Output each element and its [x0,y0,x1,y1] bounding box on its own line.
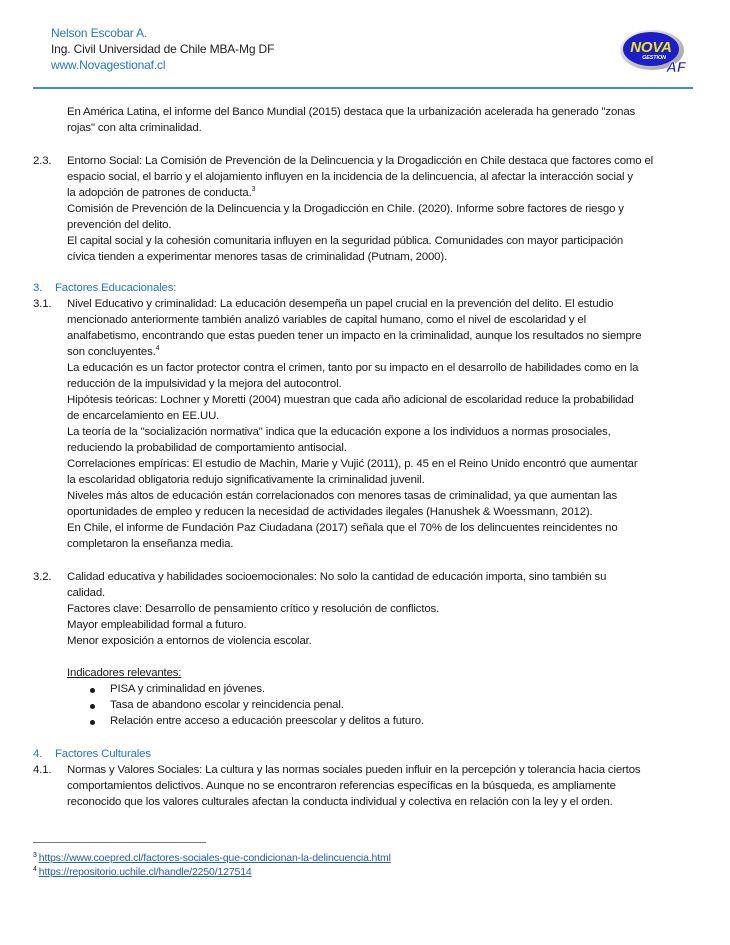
paragraph-line: calidad. [67,587,106,599]
paragraph-line: La teoría de la "socialización normativa" indica que la educación expone a los individuos a normas prosociales, [67,426,611,438]
paragraph-line: Niveles más altos de educación están correlacionados con menores tasas de criminalidad, ya que aumentan las [67,490,618,502]
paragraph-text: la adopción de patrones de conducta. [67,187,252,199]
paragraph-line: En Chile, el informe de Fundación Paz Ciudadana (2017) señala que el 70% de los delincuentes reincidentes no [67,522,618,534]
paragraph-line: comportamientos delictivos. Aunque no se encontraron referencias específicas en la búsqueda, es ampliamente [67,780,616,792]
website-link[interactable]: www.Novagestionaf.cl [51,58,166,72]
footnote-ref[interactable]: 3 [251,186,256,193]
paragraph-line: reducción de la impulsividad y la mejora del autocontrol. [67,378,342,390]
logo-icon [618,28,690,76]
paragraph-line: Comisión de Prevención de la Delincuencia y la Drogadicción en Chile. (2020). Informe sobre factores de riesgo y [67,203,624,215]
bullet-icon [90,704,95,709]
paragraph-line: cívica tienden a experimentar menores tasas de criminalidad (Putnam, 2000). [67,251,448,263]
list-number: 3.2. [33,571,52,583]
paragraph-line: completaron la enseñanza media. [67,538,234,550]
paragraph-text: son concluyentes. [67,346,156,358]
section-heading: Factores Culturales [55,748,151,760]
paragraph-line: espacio social, el barrio y el alojamiento influyen en la incidencia de la delincuencia, al afectar la interacción social y [67,171,633,183]
paragraph-line: Normas y Valores Sociales: La cultura y las normas sociales pueden influir en la percepción y tolerancia hacia ciertos [67,764,641,776]
paragraph-line: Hipótesis teóricas: Lochner y Moretti (2004) muestran que cada año adicional de escolaridad reduce la probabilidad [67,394,634,406]
header-divider [33,87,693,89]
paragraph-line: la escolaridad obligatoria redujo significativamente la criminalidad juvenil. [67,474,425,486]
list-number: 4.1. [33,764,52,776]
bullet-icon [90,720,95,725]
bullet-item: Tasa de abandono escolar y reincidencia penal. [110,699,344,711]
paragraph-line: Nivel Educativo y criminalidad: La educación desempeña un papel crucial en la prevención del delito. El estudio [67,298,614,310]
paragraph-line: analfabetismo, encontrando que estas pueden tener un impacto en la criminalidad, aunque los resultados no siempre [67,330,642,342]
paragraph-line: prevención del delito. [67,219,172,231]
paragraph-line: rojas" con alta criminalidad. [67,122,202,134]
paragraph-line-with-ref [67,344,159,360]
paragraph-line: Correlaciones empíricas: El estudio de Machin, Marie y Vujić (2011), p. 45 en el Reino Unido encontró que aumentar [67,458,638,470]
footnote-link[interactable]: https://repositorio.uchile.cl/handle/2250/127514 [38,866,252,878]
paragraph-line: reconocido que los valores culturales afectan la conducta individual y colectiva en relación con la ley y el orden. [67,796,613,808]
paragraph-line: reduciendo la probabilidad de comportamiento antisocial. [67,442,347,454]
section-heading: Factores Educacionales: [55,282,177,294]
indicators-label: Indicadores relevantes: [67,667,182,679]
footnote-ref[interactable]: 4 [155,345,160,352]
svg-text:AF: AF [666,59,686,76]
paragraph-line: El capital social y la cohesión comunitaria influyen en la seguridad pública. Comunidades con mayor participación [67,235,624,247]
paragraph-line: de encarcelamiento en EE.UU. [67,410,220,422]
paragraph-line: Factores clave: Desarrollo de pensamiento crítico y resolución de conflictos. [67,603,440,615]
paragraph-line: Mayor empleabilidad formal a futuro. [67,619,247,631]
footnote-mark: 4 [33,866,37,873]
footnote-link[interactable]: https://www.coepred.cl/factores-sociales-que-condicionan-la-delincuencia.html [38,852,391,864]
paragraph-line: La educación es un factor protector contra el crimen, tanto por su impacto en el desarrollo de habilidades como en la [67,362,639,374]
bullet-icon [90,688,95,693]
list-number: 2.3. [33,155,52,167]
svg-text:GESTION: GESTION [642,55,666,61]
footnote-divider [33,842,206,843]
bullet-item: PISA y criminalidad en jóvenes. [110,683,265,695]
svg-text:NOVA: NOVA [630,39,672,56]
list-number: 3.1. [33,298,52,310]
paragraph-line: oportunidades de empleo y reducen la necesidad de actividades ilegales (Hanushek & Woessmann, 2012). [67,506,593,518]
nova-gestion-logo [618,28,690,76]
author-title: Ing. Civil Universidad de Chile MBA-Mg DF [51,42,275,56]
page-header [51,25,274,73]
paragraph-line: Entorno Social: La Comisión de Prevención de la Delincuencia y la Drogadicción en Chile destaca que factores como el [67,155,654,167]
section-number: 4. [33,748,43,760]
paragraph-line: Calidad educativa y habilidades socioemocionales: No solo la cantidad de educación importa, sino también su [67,571,607,583]
author-name: Nelson Escobar A. [51,26,148,40]
footnote-item [33,863,252,879]
paragraph-line-with-ref [67,185,255,201]
bullet-item: Relación entre acceso a educación preescolar y delitos a futuro. [110,715,424,727]
footnote-mark: 3 [33,852,37,859]
paragraph-line: En América Latina, el informe del Banco Mundial (2015) destaca que la urbanización acelerada ha generado "zonas [67,106,636,118]
paragraph-line: mencionado anteriormente también analizó variables de capital humano, como el nivel de escolaridad y el [67,314,586,326]
paragraph-line: Menor exposición a entornos de violencia escolar. [67,635,312,647]
section-number: 3. [33,282,43,294]
